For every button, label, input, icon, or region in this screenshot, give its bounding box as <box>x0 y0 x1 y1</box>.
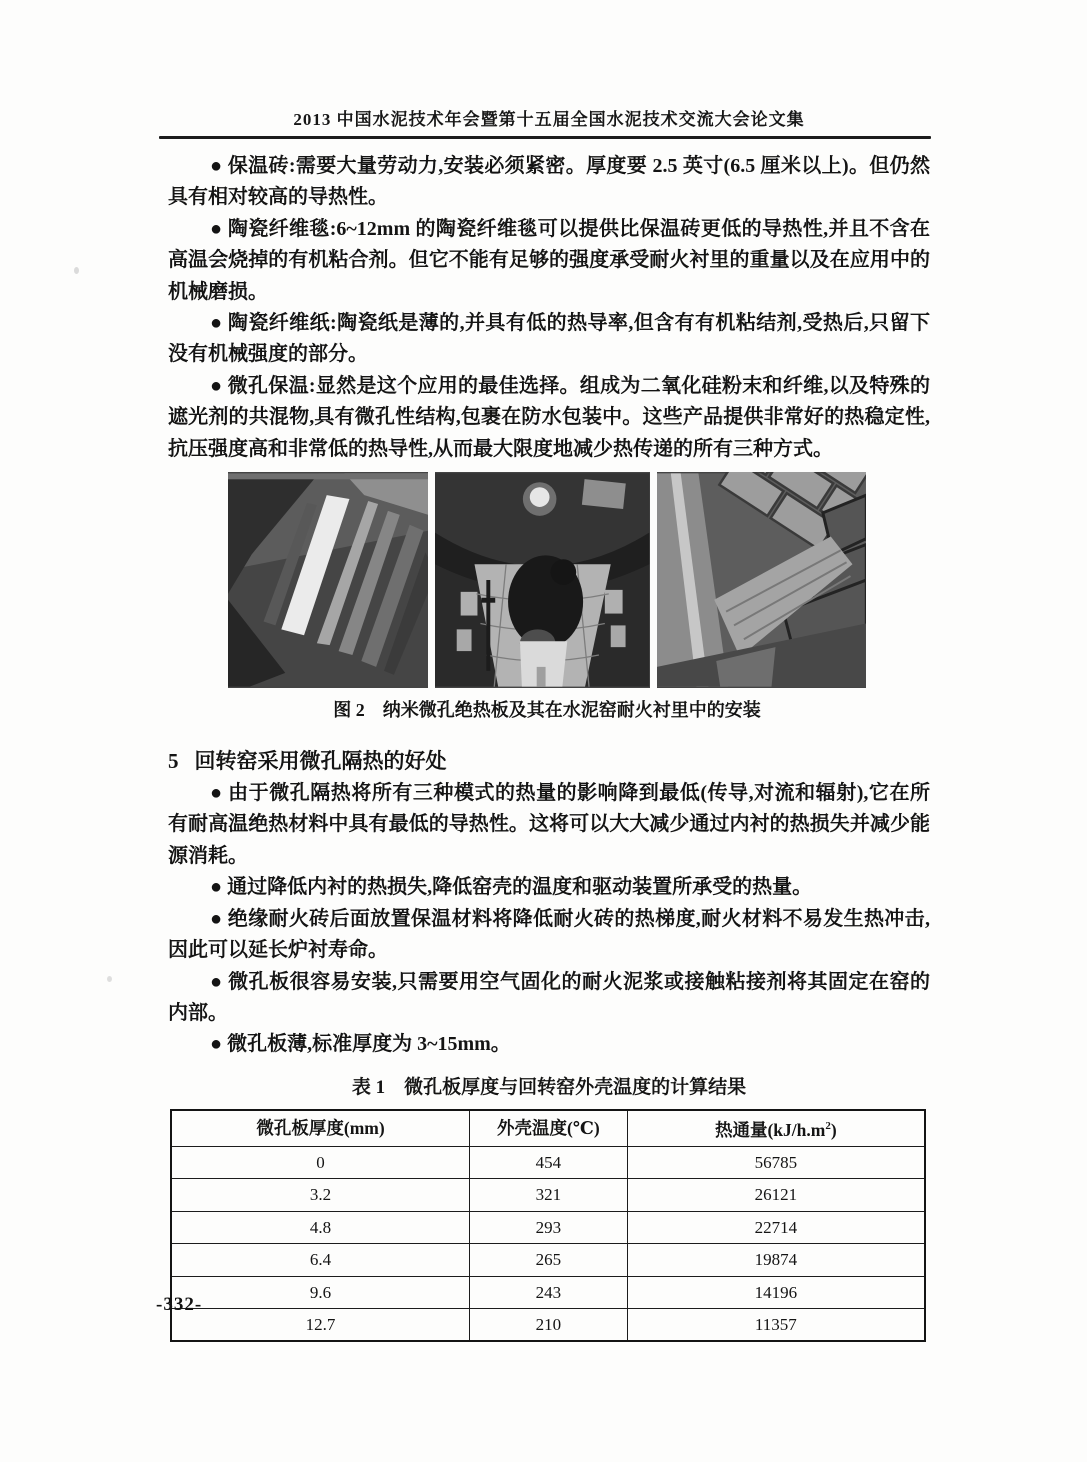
bullet-paragraph: ● 微孔板很容易安装,只需要用空气固化的耐火泥浆或接触粘接剂将其固定在窑的内部。 <box>168 970 930 1024</box>
section-number: 5 <box>168 749 179 774</box>
cell-shell-temp: 210 <box>470 1308 628 1341</box>
bullet-paragraph: ● 绝缘耐火砖后面放置保温材料将降低耐火砖的热梯度,耐火材料不易发生热冲击,因此可以延长炉衬寿命。 <box>168 907 930 962</box>
table-row <box>171 1179 925 1211</box>
scan-speck <box>107 976 112 982</box>
running-head: 2013 中国水泥技术年会暨第十五届全国水泥技术交流大会论文集 <box>293 110 805 129</box>
figure-caption: 图 2 纳米微孔绝热板及其在水泥窑耐火衬里中的安装 <box>333 700 761 721</box>
bullet-paragraph: ● 陶瓷纤维纸:陶瓷纸是薄的,并具有低的热导率,但含有有机粘结剂,受热后,只留下没有机械强度的部分。 <box>168 312 930 366</box>
table-1 <box>170 1109 926 1343</box>
bullet-paragraph: ● 通过降低内衬的热损失,降低窑壳的温度和驱动装置所承受的热量。 <box>210 876 813 899</box>
table-header-row <box>171 1110 925 1147</box>
page-body <box>168 151 930 1342</box>
table-row <box>171 1146 925 1178</box>
bullet-paragraph: ● 陶瓷纤维毯:6~12mm 的陶瓷纤维毯可以提供比保温砖更低的导热性,并且不含在高温会烧掉的有机粘合剂。但它不能有足够的强度承受耐火衬里的重量以及在应用中的机械磨损。 <box>168 217 930 303</box>
section-5-heading <box>168 746 930 776</box>
cell-shell-temp: 265 <box>470 1244 628 1276</box>
cell-thickness: 9.6 <box>171 1276 470 1308</box>
kiln-photo-interior-worker <box>435 472 649 688</box>
column-header-shell-temp: 外壳温度(℃) <box>470 1110 628 1147</box>
cell-thickness: 6.4 <box>171 1244 470 1276</box>
cell-shell-temp: 321 <box>470 1179 628 1211</box>
column-header-thickness: 微孔板厚度(mm) <box>171 1110 470 1147</box>
cell-thickness: 4.8 <box>171 1211 470 1243</box>
cell-shell-temp: 293 <box>470 1211 628 1243</box>
cell-shell-temp: 454 <box>470 1146 628 1178</box>
cell-thickness: 0 <box>171 1146 470 1178</box>
bullet-paragraph: ● 微孔板薄,标准厚度为 3~15mm。 <box>210 1033 511 1056</box>
header-rule <box>159 136 931 139</box>
cell-heat-flux: 14196 <box>627 1276 925 1308</box>
cell-heat-flux: 26121 <box>627 1179 925 1211</box>
bullet-paragraph: ● 由于微孔隔热将所有三种模式的热量的影响降到最低(传导,对流和辐射),它在所有耐高温绝热材料中具有最低的导热性。这将可以大大减少通过内衬的热损失并减少能源消耗。 <box>168 782 930 867</box>
cell-thickness: 3.2 <box>171 1179 470 1211</box>
table-row <box>171 1276 925 1308</box>
cell-thickness: 12.7 <box>171 1308 470 1341</box>
kiln-photo-boards <box>228 472 428 688</box>
cell-heat-flux: 56785 <box>627 1146 925 1178</box>
bullet-paragraph: ● 微孔保温:显然是这个应用的最佳选择。组成为二氧化硅粉末和纤维,以及特殊的遮光剂的共混物,具有微孔性结构,包裹在防水包装中。这些产品提供非常好的热稳定性,抗压强度高和非常低的热导性,从而最大限度地减少热传递的所有三种方式。 <box>168 374 930 460</box>
bullet-paragraph: ● 保温砖:需要大量劳动力,安装必须紧密。厚度要 2.5 英寸(6.5 厘米以上)。但仍然具有相对较高的导热性。 <box>168 155 930 209</box>
table-row <box>171 1308 925 1341</box>
cell-shell-temp: 243 <box>470 1276 628 1308</box>
cell-heat-flux: 22714 <box>627 1211 925 1243</box>
cell-heat-flux: 19874 <box>627 1244 925 1276</box>
scan-speck <box>74 267 79 274</box>
table-row <box>171 1244 925 1276</box>
figure-photo-strip <box>228 472 866 688</box>
cell-heat-flux: 11357 <box>627 1308 925 1341</box>
section-title: 回转窑采用微孔隔热的好处 <box>194 749 447 774</box>
column-header-heat-flux: 热通量$(kJ/h.m^2)$ <box>627 1110 925 1147</box>
table-row <box>171 1211 925 1243</box>
kiln-photo-brick-lining <box>657 472 866 688</box>
table-1-title: 表 1 微孔板厚度与回转窑外壳温度的计算结果 <box>351 1076 747 1098</box>
figure-2 <box>228 472 866 722</box>
page-number: -332- <box>156 1294 203 1315</box>
